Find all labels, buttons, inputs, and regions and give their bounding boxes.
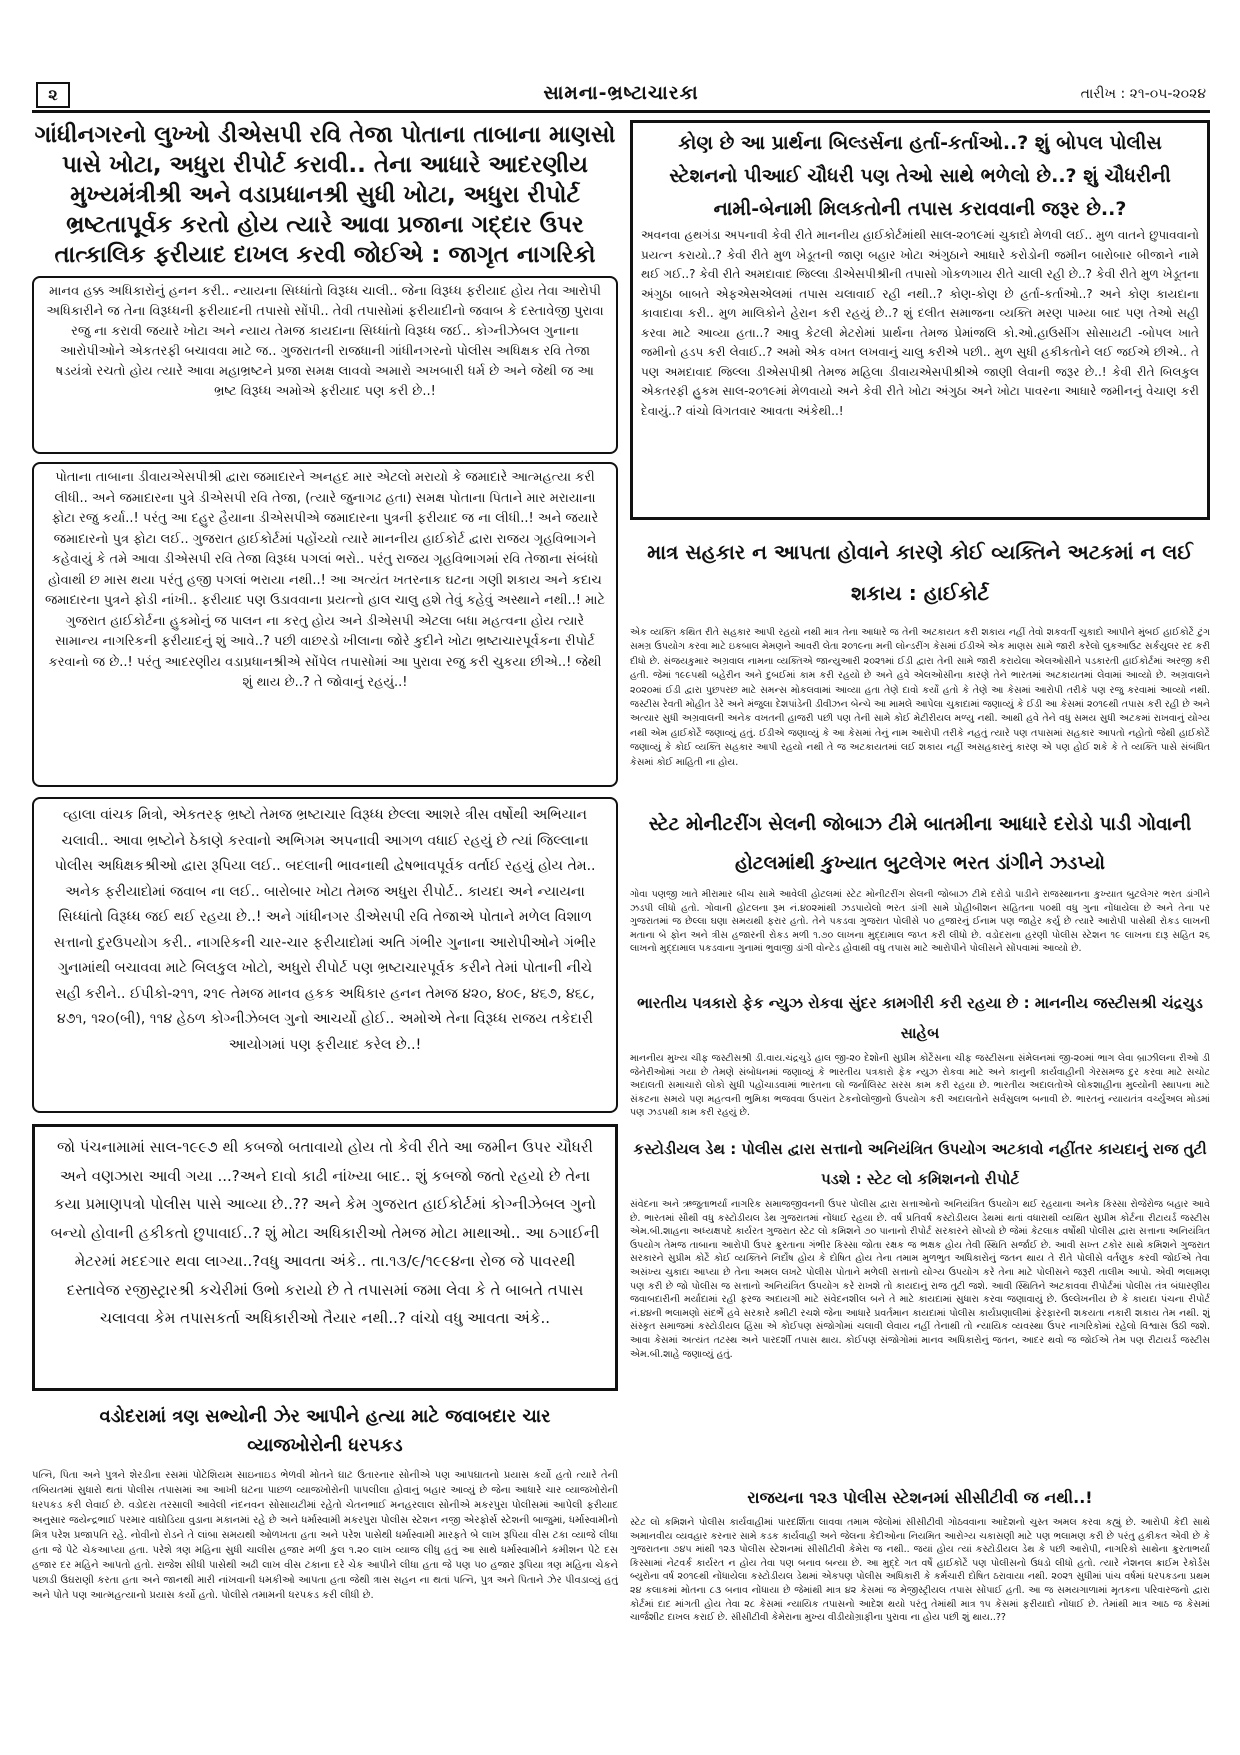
headline-custodial-death: કસ્ટોડીયલ ડેથ : પોલીસ દ્વારા સત્તાનો અનિયંત્રિત ઉપયોગ અટકાવો નહીંતર કાયદાનું રાજ તુટી પડશે : સ્ટેટ લો કમિશનનો રીપોર્ટ <box>633 1140 1207 1188</box>
box-prarthana-builders <box>630 120 1210 520</box>
box-jamadar-suicide <box>32 462 618 787</box>
article-custodial-death: સંવેદના અને ઋજુતાભર્યા નાગરિક સમાજજીવનની ઉપર પોલીસ દ્વારા સત્તાઓનો અનિયંત્રિત ઉપયોગ થઈ રહયાના અનેક કિસ્સા રોજેરોજ બહાર આવે છે. ભારતમાં સૌથી વધુ કસ્ટોડીયલ ડેથ ગુજરાતમાં નોંધાઈ રહયા છે. વર્ષ પ્રતિવર્ષ કસ્ટોડીયલ ડેથમાં થતાં વધારાથી વ્યથિત સુપ્રીમ કોર્ટના રીટાયર્ડ જસ્ટીસ એમ.બી.શાહના અધ્યક્ષપદે કાર્યરત ગુજરાત સ્ટેટ લો કમિશને ૭૦ પાનાનો રીપોર્ટ સરકારને સોંપ્યો છે જેમાં કેટલાક વર્ષોથી પોલીસ દ્વારા સત્તાના અનિયંત્રિત ઉપયોગ તેમજ તાબાના આરોપી ઉપર ક્રુરતાના ગંભીર કિસ્સા જોતા રક્ષક જ ભક્ષક હોય તેવી સ્થિતિ સર્જાઈ છે. આવી સખ્ત ટકોર સાથે કમિશને ગુજરાત સરકારને સુપ્રીમ કોર્ટે કોઈ વ્યક્તિને નિર્દોષ હોય કે દોષિત હોય તેના તમામ મુળભુત અધિકારોનું જતન થાય તે રીતે પોલીસે વર્તણુક કરવી જોઈએ તેવા અસંખ્ય ચુકાદા આપ્યા છે તેના અમલ લખટે પોલીસ પોતાને મળેલી સત્તાનો યોગ્ય ઉપયોગ કરે તેના માટે પોલીસને જરૂરી તાલીમ આપો. એવી ભલામણ પણ કરી છે જો પોલીસ જ સત્તાનો અનિયંત્રિત ઉપયોગ કરે રાખશે તો કાયદાનું રાજ તુટી જશે. આવી સ્થિતિને અટકાવવા રીપોર્ટમાં પોલીસ તંત્ર બંધારણીય જવાબદારીની મર્યાદામાં રહી ફરજ અદાયગી માટે સંવેદનશીલ બને તે માટે કાયદામાં સુધારા કરવા જણાવાયું છે. ઉલ્લેખનીય છે કે કાયદા પંચના રીપોર્ટ નં.૪૪ની ભલામણો સંદર્ભે હવે સરકારે ક્મીટી રચશે જેના આધારે પ્રવર્તમાન કાયદામાં પોલીસ કાર્યપ્રણાલીમાં ફેરફારની શકયતા નકારી શકાય તેમ નથી. શું સંસ્કૃત સમાજમાં કસ્ટોડીયલ હિંસા એ કોઈપણ સંજોગોમાં ચલાવી લેવાય નહીં તેનાથી તો ન્યાયિક વ્યવસ્થા ઉપર નાગરિકોમાં રહેલો વિશ્વાસ ઉઠી જશે. આવા કેસમાં અત્યંત તટસ્થ અને પારદર્શી તપાસ થાય. કોઈપણ સંજોગોમાં માનવ અધિકારોનું જતન, આદર થવો જ જોઈએ તેમ પણ રીટાયર્ડ જસ્ટીસ એમ.બી.શાહે જણાવ્યું હતું. <box>630 1199 1210 1360</box>
right-column <box>630 120 1210 1740</box>
headline-ravi-teja: ગાંધીનગરનો લુખ્ખો ડીએસપી રવિ તેજા પોતાના તાબાના માણસો પાસે ખોટા, અધુરા રીપોર્ટ કરાવી.. તેના આધારે આદરણીય મુખ્યમંત્રીશ્રી અને વડાપ્રધાનશ્રી સુધી ખોટા, અધુરા રીપોર્ટ ભ્રષ્ટતાપૂર્વક કરતો હોય ત્યારે આવા પ્રજાના ગદ્દાર ઉપર તાત્કાલિક ફરીયાદ દાખલ કરવી જોઈએ : જાગૃત નાગરિકો <box>34 122 616 268</box>
article-bootlegger: ગોવા પણજી ખાતે મીરામાર બીચ સામે આવેલી હોટલમાં સ્ટેટ મોનીટરીંગ સેલની જોબાઝ ટીમે દરોડો પાડીને રાજસ્થાનના કુખ્યાત બુટલેગર ભરત ડાંગીને ઝડપી લીધો હતો. ગોવાની હોટલના રૂમ નં.૪૦૨માંથી ઝડપાયેલો ભરત ડાંગી સામે પ્રોહીબીશન સહિતના ૫૦થી વધુ ગુના નોંધાયેલા છે અને તેના પર ગુજરાતમાં જ છેલ્લા ઘણા સમયથી ફરાર હતો. તેને પકડવા ગુજરાત પોલીસે પ૦ હજારનું ઈનામ પણ જાહેર કર્યુ છે ત્યારે આરોપી પાસેથી રોકડ લાખની મતાના બે ફોન અને ત્રીસ હજારની રોકડ મળી ૧.૭૦ લાખના મુદ્દામાલ જપ્ત કરી લીધો છે. વડોદરાના હરણી પોલીસ સ્ટેશન ૧૯ લાખના દારૂ સહિત ૨૬ લાખનો મુદ્દામાલ પકડવાના ગુનામાં ભુવાજી ડાંગી વોન્ટેડ હોવાથી વધુ તપાસ માટે આરોપીને પોલીસને સોંપવામાં આવ્યો છે. <box>630 889 1210 955</box>
page-number: ૨ <box>36 82 70 108</box>
left-column <box>32 120 618 1740</box>
prarthana-questions: અવનવા હથગંડા અપનાવી કેવી રીતે માનનીય હાઈકોર્ટમાંથી સાલ-૨૦૧૯માં ચુકાદો મેળવી લઈ.. મુળ વાતને છુપાવવાનો પ્રયત્ન કરાયો..? કેવી રીતે મુળ ખેડૂતની જાણ બહાર ખોટા અંગુઠાને આધારે કરોડોની જમીન બારોબાર બીજાને નામે થઈ ગઈ..? કેવી રીતે અમદાવાદ જિલ્લા ડીએસપીશ્રીની તપાસો ગોકળગાય રીતે ચાલી રહી છે..? કેવી રીતે મુળ ખેડૂતના અંગુઠા બાબતે એફએસએલમાં તપાસ ચલાવાઈ રહી નથી..? કોણ-કોણ છે હર્તા-કર્તાઓ..? અને કોણ કાયદાના કાવાદાવા કરી.. મુળ માલિકોને હેરાન કરી રહયું છે..? શું દલીત સમાજના વ્યક્તિ મરણ પામ્યા બાદ પણ તેઓ સહી કરવા માટે આવ્યા હતા..? આવુ કેટલી મેટરોમાં પ્રાર્થના તેમજ પ્રેમાંજલિ કો.ઓ.હાઉસીંગ સોસાયટી -બોપલ ખાતે જમીનો હડપ કરી લેવાઈ..? અમો એક વખત લખવાનું ચાલુ કરીએ પછી.. મુળ સુધી હકીકતોને લઈ જઈએ છીએ.. તે પણ અમદાવાદ જિલ્લા ડીએસપીશ્રી તેમજ મહિલા ડીવાયએસપીશ્રીએ જાણી લેવાની જરૂર છે..! કેવી રીતે બિલકુલ એકતરફી હુકમ સાલ-૨૦૧૯માં મેળવાયો અને કેવી રીતે ખોટા અંગુઠા અને ખોટા પાવરના આધારે જમીનનું વેચાણ કરી દેવાયું..? વાંચો વિગતવાર આવતા અંકેથી..! <box>641 228 1199 418</box>
article-vadodara: પત્નિ, પિતા અને પુત્રને શેરડીના રસમાં પોટેશિયમ સાઇનાઇડ ભેળવી મોતને ઘાટ ઉતારનાર સોનીએ પણ આપઘાતનો પ્રયાસ કર્યો હતો ત્યારે તેની તબિયતમાં સુધારો થતાં પોલીસ તપાસમાં આ આખી ઘટના પાછળ વ્યાજખોરોની પાપલીલા હોવાનું બહાર આવ્યું છે જેના આધારે ચાર વ્યાજખોરોની ધરપકડ કરી લેવાઈ છે. વડોદરા તરસાલી આવેલી નંદનવન સોસાયટીમાં રહેતો ચેતનભાઈ મનહરલાલ સોનીએ મકરપુરા પોલીસમાં આપેલી ફરીયાદ અનુસાર જયેન્દ્રભાઈ પરમાર વાઘોડિયા વુડાના મકાનમાં રહે છે અને ધર્માસ્વામી મકરપુરા પોલીસ સ્ટેશન નજી એરફોર્સ સ્ટેશની બાજુમાં, ધર્માસ્વામીનો મિત્ર પરેશ પ્રજાપતિ રહે. નોવીનો રોડને તે લાંબા સમયથી ઓળખતા હતા અને પરેશ પાસેથી ધર્માસ્વામી મારફતે બે લાખ રૂપિયા વીસ ટકા વ્યાજે લીધા હતા જે પેટે ચેકઆપ્યા હતા. પરેશે ત્રણ મહિના સુધી ચાલીસ હજાર મળી કુલ ૧.૨૦ લાખ વ્યાજ લીધુ હતું આ સાથે ધર્માસ્વામીને કમીશન પેટે દસ હજાર દર મહિને આપતો હતો. રાજેશ સીધી પાસેથી અઢી લાખ વીસ ટકાના દરે ચેક આપીને લીધા હતા જે પણ ૫૦ હજાર રૂપિયા ત્રણ મહિના ચેકને પછાડી ઉઘરાણી કરતા હતા અને જાનથી મારી નાંખવાની ધમકીઓ આપતા હતા જેથી ત્રાસ સહન ના થતાં પત્નિ, પુત્ર અને પિતાને ઝેર પીવડાવ્યું હતું અને પોતે પણ આત્મહત્યાનો પ્રયાસ કર્યો હતો. પોલીસે તમામની ધરપકડ કરી લીધી છે. <box>32 1470 618 1601</box>
headline-prarthana: કોણ છે આ પ્રાર્થના બિલ્ડર્સના હર્તા-કર્તાઓ..? શું બોપલ પોલીસ સ્ટેશનનો પીઆઈ ચૌધરી પણ તેઓ સાથે ભળેલો છે..? શું ચૌધરીની નામી-બેનામી મિલકતોની તપાસ કરાવવાની જરૂર છે..? <box>669 132 1171 220</box>
box-panchnama <box>32 1124 618 1391</box>
box-panchnama-text: જો પંચનામામાં સાલ-૧૯૯૭ થી કબજો બતાવાયો હોય તો કેવી રીતે આ જમીન ઉપર ચૌધરી અને વણઝારા આવી ગયા ...?અને દાવો કાઢી નાંખ્યા બાદ.. શું કબજો જતો રહયો છે તેના કયા પ્રમાણપત્રો પોલીસ પાસે આવ્યા છે..?? અને કેમ ગુજરાત હાઈકોર્ટમાં કોગ્નીઝેબલ ગુનો બન્યો હોવાની હકીકતો છુપાવાઈ..? શું મોટા અધિકારીઓ તેમજ મોટા માથાઓ.. આ ઠગાઈની મેટરમાં મદદગાર થવા લાગ્યા..?વધુ આવતા અંકે.. તા.૧૩/૯/૧૯૯૪ના રોજ જે પાવરથી દસ્તાવેજ રજીસ્ટ્રારશ્રી કચેરીમાં ઉભો કરાયો છે તે તપાસમાં જમા લેવા કે તે બાબતે તપાસ ચલાવવા કેમ તપાસકર્તા અધિકારીઓ તૈયાર નથી..? વાંચો વધુ આવતા અંકે.. <box>50 1138 600 1327</box>
box-human-rights-text: માનવ હક્ક અધિકારોનું હનન કરી.. ન્યાયના સિધ્ધાંતો વિરૂધ્ધ ચાલી.. જેના વિરૂધ્ધ ફરીયાદ હોય તેવા આરોપી અધિકારીને જ તેના વિરૂધ્ધની ફરીયાદની તપાસો સોંપી.. તેવી તપાસોમાં ફરીયાદીનો જવાબ કે દસ્તાવેજી પુરાવા રજુ ના કરાવી જયારે ખોટા અને ન્યાય તેમજ કાયદાના સિધ્ધાંતો વિરૂધ્ધ જઈ.. કોગ્નીઝેબલ ગુનાના આરોપીઓને એકતરફી બચાવવા માટે જ.. ગુજરાતની રાજધાની ગાંધીનગરનો પોલીસ અધિક્ષક રવિ તેજા ષડયંત્રો રચતો હોય ત્યારે આવા મહાભ્રષ્ટને પ્રજા સમક્ષ લાવવો અમારો અખબારી ધર્મ છે અને જેથી જ આ ભ્રષ્ટ વિરૂધ્ધ અમોએ ફરીયાદ પણ કરી છે..! <box>46 284 604 399</box>
article-cctv: સ્ટેટ લો કમિશને પોલીસ કાર્યવાહીમાં પારદર્શિતા લાવવા તમામ જેલોમાં સીસીટીવી ગોઠવવાના આદેશનો ચુસ્ત અમલ કરવા કહ્યું છે. આરોપી કેદી સાથે અમાનવીય વ્યવહાર કરનાર સામે કડક કાર્યવાહી અને જેલના કેદીઓના નિયમિત આરોગ્ય ચકાસણી માટે પણ ભલામણ કરી છે પરંતુ હકીકત એવી છે કે ગુજરાતના ૭૪૫ માંથી ૧૨૩ પોલીસ સ્ટેશનમાં સીસીટીવી કેમેરા જ નથી.. જયાં હોય ત્યાં કસ્ટોડીયલ ડેથ કે પછી આરોપી, નાગરિકો સાથેના ક્રુરતાભર્યા કિસ્સામાં નેટવર્ક કાર્યરત ન હોય તેવા પણ બનાવ બન્યા છે. આ મુદ્દે ગત વર્ષે હાઈકોર્ટે પણ પોલીસનો ઉધડો લીધો હતો. ત્યારે નેશનલ ક્રાઈમ રેકોર્ડસ બ્યુરોના વર્ષ ૨૦૧૯થી નોંધાયેલા કસ્ટોડીયલ ડેથમાં એકપણ પોલીસ અધિકારી કે કર્મચારી દોષિત ઠરાવાયા નથી. ૨૦૨૧ સુધીમાં પાંચ વર્ષમાં ધરપકડના પ્રથમ ૨૪ કલાકમાં મોતના ૮૩ બનાવ નોંધાયા છે જેમાંથી માત્ર ૪૨ કેસમાં જ મેજીસ્ટ્રીયલ તપાસ સોંપાઈ હતી. આ જ સમયગાળામાં મૃતકના પરિવારજનો દ્વારા કોર્ટમાં દાદ માંગતી હોય તેવા ૨૮ કેસમાં ન્યાયિક તપાસનો આદેશ થયો પરંતુ તેમાંથી માત્ર ૧૫ કેસમાં ફરીયાદો નોંધાઈ છે. તેમાંથી માત્ર આઠ જ કેસમાં ચાર્જશીટ દાખલ કરાઈ છે. સીસીટીવી કેમેરાના મુખ્ય વીડીયોગ્રાફીના પુરાવા ના હોય પછી શું થાય..?? <box>630 1517 1210 1624</box>
headline-bootlegger: સ્ટેટ મોનીટરીંગ સેલની જોબાઝ ટીમે બાતમીના આધારે દરોડો પાડી ગોવાની હોટલમાંથી કુખ્યાત બુટલેગર ભરત ડાંગીને ઝડપ્યો <box>648 814 1192 874</box>
newspaper-name: સામના-ભ્રષ્ટાચારકા <box>543 82 699 104</box>
issue-date: તારીખ : ૨૧-૦૫-૨૦૨૪ <box>1080 86 1206 102</box>
headline-cctv: રાજયના ૧૨૩ પોલીસ સ્ટેશનમાં સીસીટીવી જ નથી..! <box>747 1488 1093 1507</box>
box-human-rights <box>32 276 618 454</box>
article-high-court: એક વ્યક્તિ કથિત રીતે સહકાર આપી રહયો નથી માત્ર તેના આધારે જ તેની અટકાયત કરી શકાય નહીં તેવો શકવર્તી ચુકાદો આપીને મુંબઈ હાઈકોર્ટે ટુંગ સમગ્ર ઉપયોગ કરવા માટે ઇકબાલ મેમણને આવરી લેતા ૨૦૧૯ના મની લોન્ડરીંગ કેસમાં ઈડીએ એક માણસ સામે જારી કરેલો લુકઆઉટ સર્કયુલર રદ કરી દીધો છે. સંજયકુમાર અગ્રવાલ નામના વ્યક્તિએ જાન્યુઆરી ૨૦૨૧માં ઈડી દ્વારા તેની સામે જારી કરાયેલા એલઓસીને પડકારતી હાઈકોર્ટમાં અરજી કરી હતી. જેમાં ૧૯૯૫થી બહેરીન અને દુબઈમાં કામ કરી રહયો છે અને હવે એલઓસીના કારણે તેને ભારતમાં અટકાયતમાં લેવામાં આવ્યો છે. અગ્રવાલને ૨૦૨૦માં ઈડી દ્વારા પુછપરછ માટે સમન્સ મોકલવામાં આવ્યા હતા તેણે દાવો કર્યો હતો કે તેણે આ કેસમાં આરોપી તરીકે પણ રજુ કરવામાં આવ્યો નથી. જસ્ટીસ રેવતી મોહીત ડેરે અને મંજુલા દેશપાંડેની ડીવીઝન બેન્ચે આ મામલે આપેલા ચુકાદામાં જણાવ્યું કે ઈડી આ કેસમાં ૨૦૧૯થી તપાસ કરી રહી છે અને અત્યાર સુધી અગ્રવાલની અનેક વખતની હાજરી પછી પણ તેની સામે કોઈ મેટીરીયલ મળ્યુ નથી. આથી હવે તેને વધુ સમય સુધી અટકમાં રાખવાનું યોગ્ય નથી એમ હાઈકોર્ટે જણાવ્યું હતું. ઈડીએ જણાવ્યું કે આ કેસમાં તેનું નામ આરોપી તરીકે નહતું ત્યારે પણ તપાસમાં સહકાર આપતો નહોતો જેથી હાઈકોર્ટે જણાવ્યું કે કોઈ વ્યક્તિ સહકાર આપી રહયો નથી તે જ અટકાયતમાં લઈ શકાય નહીં અસહકારનું કારણ એ પણ હોઈ શકે કે તે વ્યક્તિ પાસે સંબંધિત કેસમાં કોઈ માહિતી ના હોય. <box>630 627 1210 768</box>
page-header <box>32 80 1210 113</box>
headline-fake-news: ભારતીય પત્રકારો ફેક ન્યુઝ રોકવા સુંદર કામગીરી કરી રહયા છે : માનનીય જસ્ટીસશ્રી ચંદ્રચુડ સાહેબ <box>637 994 1203 1042</box>
headline-high-court: માત્ર સહકાર ન આપતા હોવાને કારણે કોઈ વ્યક્તિને અટકમાં ન લઈ શકાય : હાઈકોર્ટ <box>647 540 1193 605</box>
article-fake-news: માનનીય મુખ્ય ચીફ જસ્ટીસશ્રી ડી.વાય.ચંદ્રચુડે હાલ જી-૨૦ દેશોની સુપ્રીમ કોર્ટેસના ચીફ જસ્ટીસના સંમેલનમાં જી-૨૦માં ભાગ લેવા બ્રાઝીલના રીઓ ડી જેનેરીઓમાં ગયા છે તેમણે સંબોધનમાં જણાવ્યું કે ભારતીય પત્રકારો ફેક ન્યુઝ રોકવા માટે અને કાનુની કાર્યવાહીની ગેરસમજ દુર કરવા માટે સચોટ અદાલતી સમાચારો લોકો સુધી પહોંચાડવામાં ભારતના લો જર્નાલિસ્ટ સરસ કામ કરી રહયા છે. ભારતીય અદાલતોએ લોકશાહીના મુલ્યોની સ્થાપના માટે સંકટના સમયે પણ મહત્વની ભુમિકા ભજવવા ઉપરાંત ટેકનોલોજીનો ઉપયોગ કરી અદાલતોને સર્વસુલભ બનાવી છે. ભારતનું ન્યાયતંત્ર વર્ચ્યુઅલ મોડમાં પણ ઝડપથી કામ કરી રહયું છે. <box>630 1053 1210 1119</box>
headline-vadodara: વડોદરામાં ત્રણ સભ્યોની ઝેર આપીને હત્યા માટે જવાબદાર ચાર વ્યાજખોરોની ધરપકડ <box>99 1406 551 1456</box>
box-jamadar-suicide-text: પોતાના તાબાના ડીવાયએસપીશ્રી દ્વારા જમાદારને અનહદ માર એટલો મરાયો કે જમાદારે આત્મહત્યા કરી લીધી.. અને જમાદારના પુત્રે ડીએસપી રવિ તેજા, (ત્યારે જુનાગઢ હતા) સમક્ષ પોતાના પિતાને માર મરાયાના ફોટા રજુ કર્યા..! પરંતુ આ દહુર હૈયાના ડીએસપીએ જમાદારના પુત્રની ફરીયાદ જ ના લીધી..! અને જયારે જમાદારનો પુત્ર ફોટા લઈ.. ગુજરાત હાઈકોર્ટમાં પહોંચ્યો ત્યારે માનનીય હાઈકોર્ટ દ્વારા રાજય ગૃહવિભાગને કહેવાયું કે તમે આવા ડીએસપી રવિ તેજા વિરૂધ્ધ પગલાં ભરો.. પરંતુ રાજય ગૃહવિભાગમાં રવિ તેજાના સંબંધો હોવાથી છ માસ થયા પરંતુ હજી પગલાં ભરાયા નથી..! આ અત્યંત ખતરનાક ઘટના ગણી શકાય અને કદાચ જમાદારના પુત્રને ફોડી નાંખી.. ફરીયાદ પણ ઉડાવવાના પ્રયત્નો હાલ ચાલુ હશે તેવું કહેવું અસ્થાને નથી..! માટે ગુજરાત હાઈકોર્ટના હુકમોનું જ પાલન ના કરતુ હોય અને ડીએસપી એટલા બધા મહત્વના હોય ત્યારે સામાન્ય નાગરિકની ફરીયાદનું શું આવે..? પછી વાછરડો ખીલાના જોરે કુદીને ખોટા ભ્રષ્ટાચારપૂર્વકના રીપોર્ટ કરવાનો જ છે..! પરંતુ આદરણીય વડાપ્રધાનશ્રીએ સોંપેલ તપાસોમાં આ પુરાવા રજુ કરી ચુકયા છીએ..! જેથી શું થાય છે..? તે જોવાનું રહયું..! <box>44 470 606 690</box>
box-readers-appeal <box>32 797 618 1113</box>
box-readers-appeal-text: વ્હાલા વાંચક મિત્રો, એકતરફ ભ્રષ્ટો તેમજ ભ્રષ્ટાચાર વિરૂધ્ધ છેલ્લા આશરે ત્રીસ વર્ષોથી અભિયાન ચલાવી.. આવા ભ્રષ્ટોને ઠેકાણે કરવાનો અભિગમ અપનાવી આગળ વધાઈ રહયું છે ત્યાં જિલ્લાના પોલીસ અધિક્ષકશ્રીઓ દ્વારા રૂપિયા લઈ.. બદલાની ભાવનાથી દ્વેષભાવપૂર્વક વર્તાઈ રહયું હોય તેમ.. અનેક ફરીયાદોમાં જવાબ ના લઈ.. બારોબાર ખોટા તેમજ અધુરા રીપોર્ટ.. કાયદા અને ન્યાયના સિધ્ધાંતો વિરૂધ્ધ જઈ થઈ રહયા છે..! અને ગાંધીનગર ડીએસપી રવિ તેજાએ પોતાને મળેલ વિશાળ સત્તાનો દુરઉપયોગ કરી.. નાગરિકની ચાર-ચાર ફરીયાદોમાં અતિ ગંભીર ગુનાના આરોપીઓને ગંભીર ગુનામાંથી બચાવવા માટે બિલકુલ ખોટો, અધુરો રીપોર્ટ પણ ભ્રષ્ટાચારપૂર્વક કરીને તેમાં પોતાની નીચે સહી કરીને.. ઈપીકો-૨૧૧, ૨૧૯ તેમજ માનવ હકક અધિકાર હનન તેમજ ૪૨૦, ૪૦૯, ૪૬૭, ૪૬૮, ૪૭૧, ૧૨૦(બી), ૧૧૪ હેઠળ કોગ્નીઝેબલ ગુનો આચર્યો હોઈ.. અમોએ તેના વિરૂધ્ધ રાજય તકેદારી આયોગમાં પણ ફરીયાદ કરેલ છે..! <box>53 807 597 1053</box>
